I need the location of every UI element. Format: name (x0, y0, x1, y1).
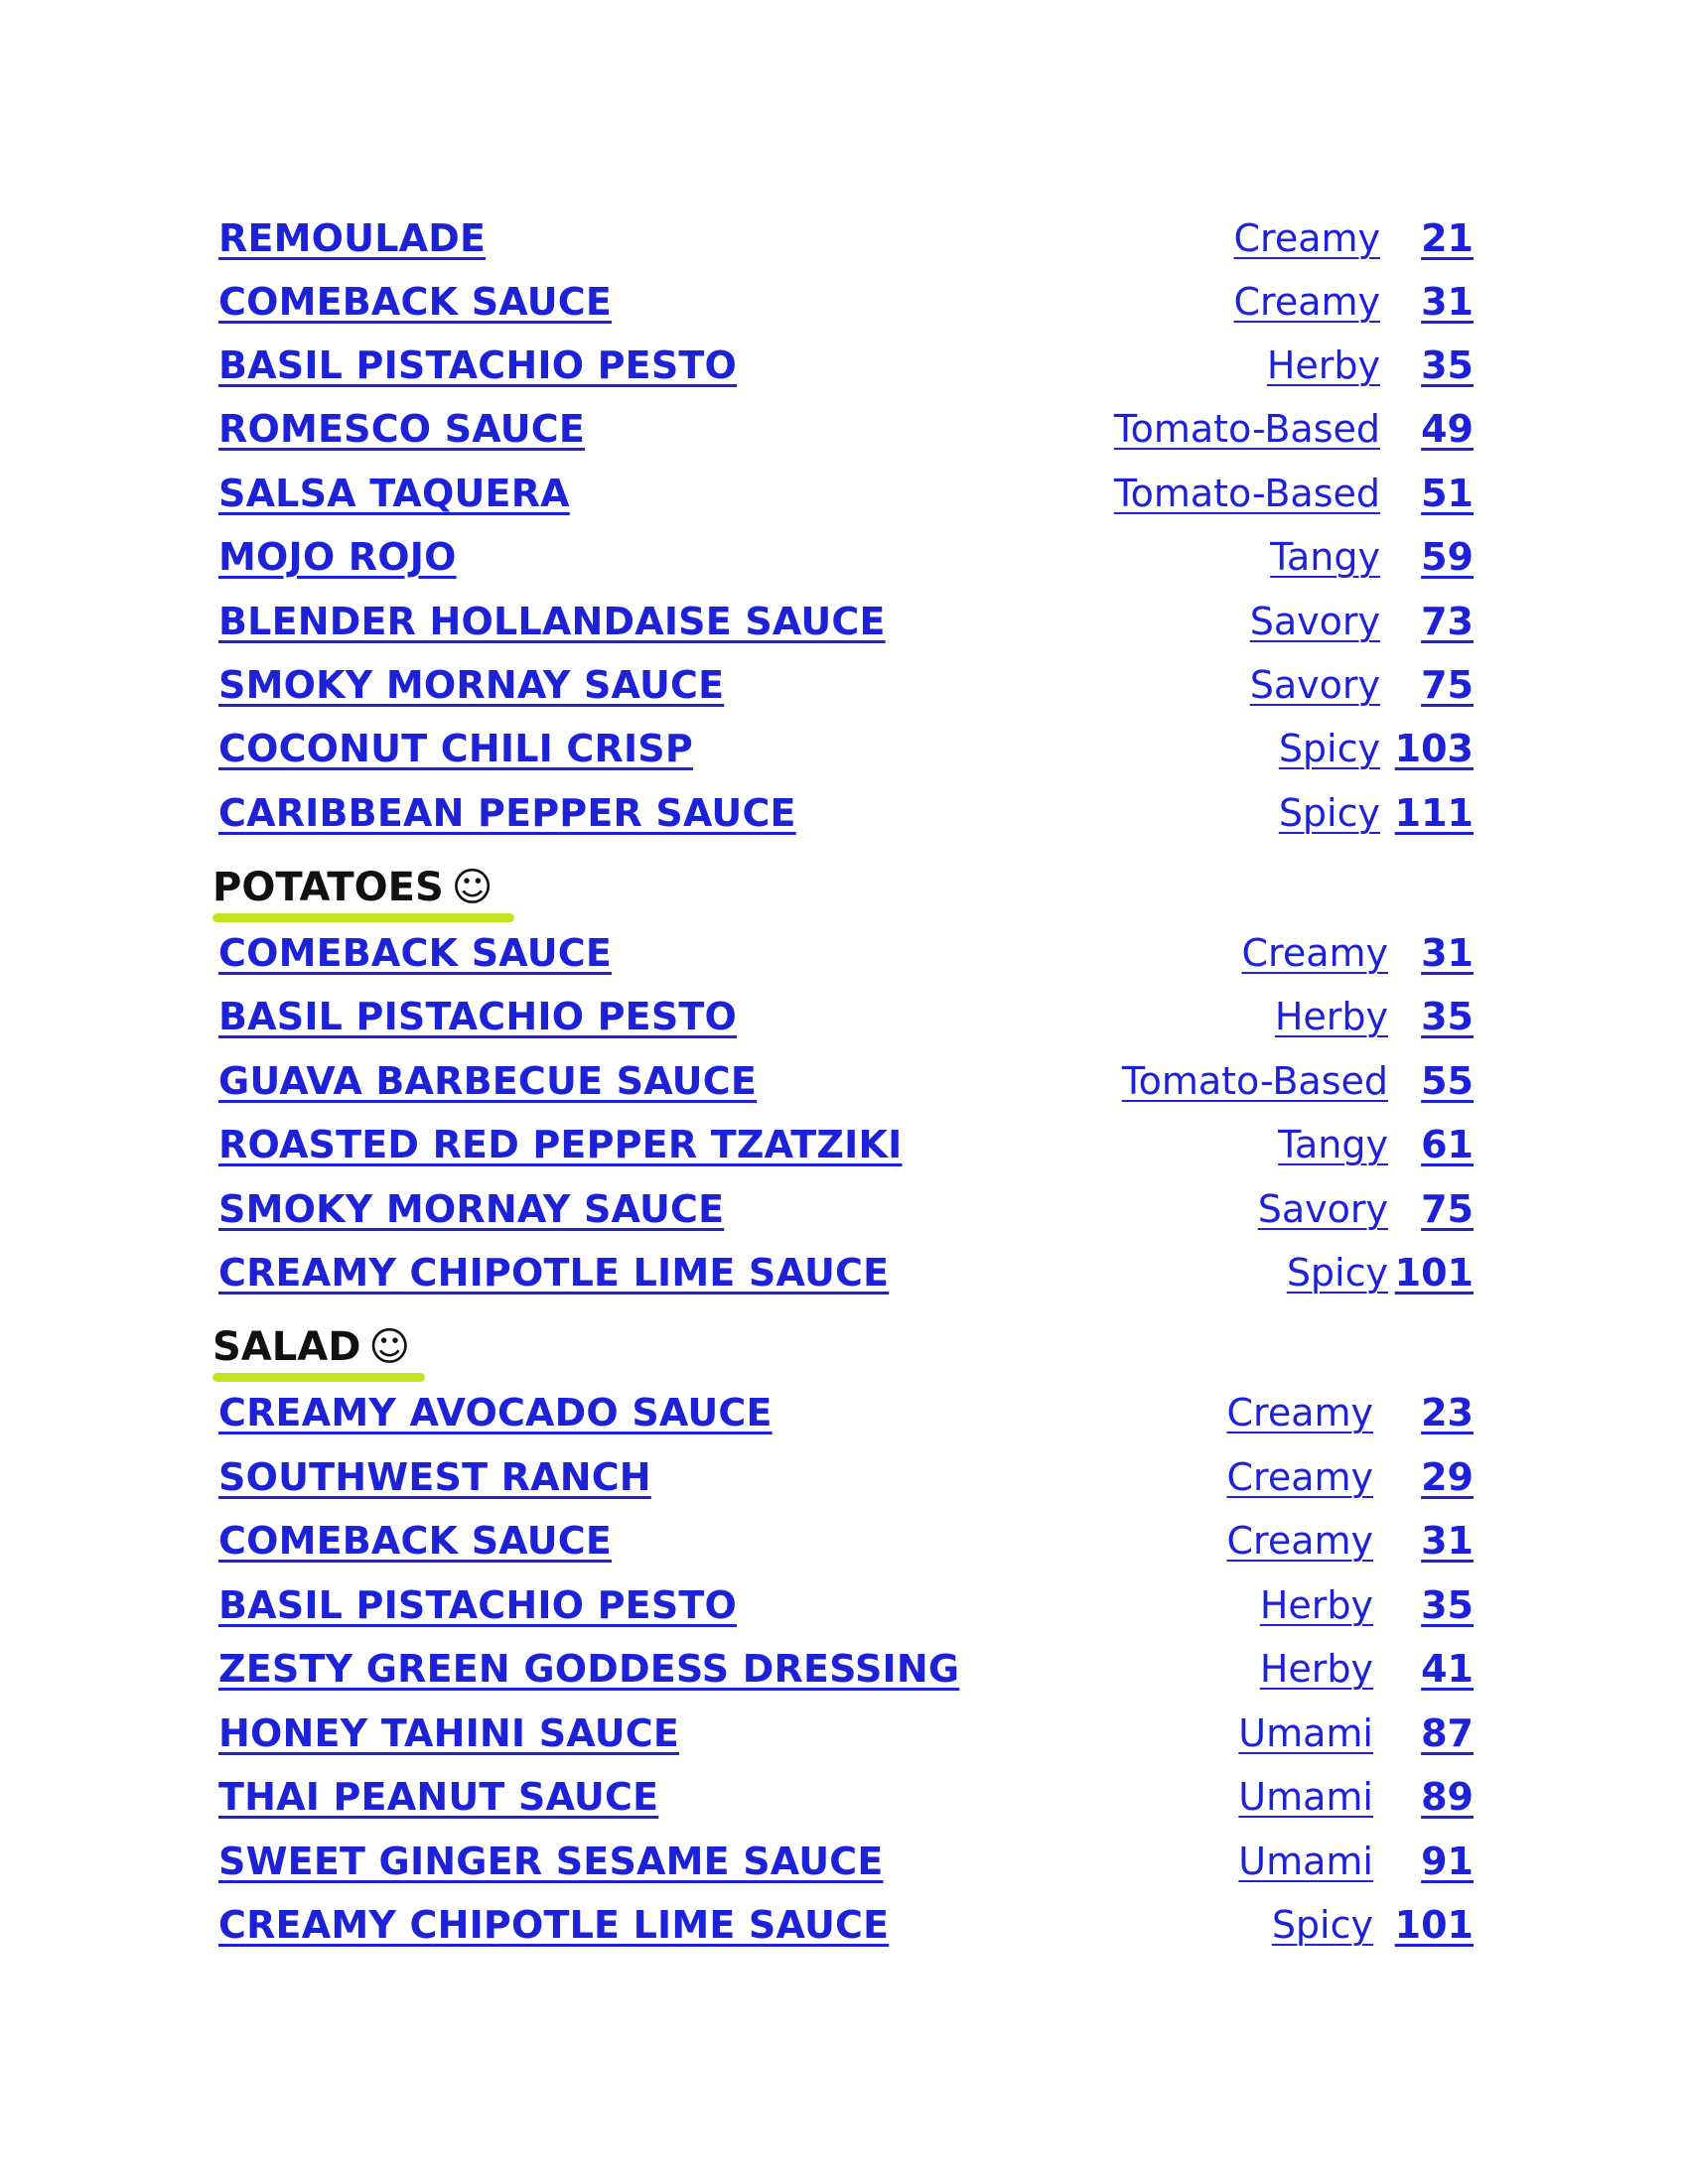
sauce-category-link[interactable]: Creamy (1226, 1519, 1373, 1563)
sauce-category-link[interactable]: Tangy (1278, 1123, 1388, 1166)
sauce-category-link[interactable]: Savory (1257, 1187, 1388, 1231)
sauce-name-link[interactable]: ROASTED RED PEPPER TZATZIKI (218, 1123, 903, 1166)
page-number-link[interactable]: 59 (1421, 535, 1474, 579)
page-number-link[interactable]: 35 (1421, 995, 1474, 1038)
smiley-icon: ☺ (451, 865, 493, 910)
sauce-category-link[interactable]: Savory (1249, 663, 1380, 707)
page-number-link[interactable]: 55 (1421, 1059, 1474, 1103)
page-number-link[interactable]: 41 (1421, 1647, 1474, 1691)
list-item[interactable] (218, 397, 1474, 461)
page-number-link[interactable]: 23 (1421, 1391, 1474, 1434)
sauce-category-link[interactable]: Creamy (1241, 931, 1388, 975)
sauce-category-link[interactable]: Umami (1238, 1840, 1373, 1883)
sauce-category-link[interactable]: Creamy (1233, 280, 1380, 324)
page-number-link[interactable]: 73 (1421, 600, 1474, 643)
page-number-link[interactable]: 51 (1421, 472, 1474, 515)
sauce-name-link[interactable]: REMOULADE (218, 216, 487, 260)
sauce-name-link[interactable]: SALSA TAQUERA (218, 472, 570, 515)
list-item[interactable] (218, 525, 1474, 589)
list-item[interactable] (218, 781, 1474, 845)
sauce-name-link[interactable]: ROMESCO SAUCE (218, 407, 586, 451)
sauce-name-link[interactable]: ZESTY GREEN GODDESS DRESSING (218, 1647, 960, 1691)
heading-text: POTATOES (212, 865, 444, 910)
sauce-category-link[interactable]: Tangy (1270, 535, 1380, 579)
sauce-category-link[interactable]: Creamy (1226, 1455, 1373, 1499)
sauce-name-link[interactable]: HONEY TAHINI SAUCE (218, 1711, 680, 1755)
list-item[interactable] (218, 1893, 1474, 1957)
sauce-category-link[interactable]: Umami (1238, 1711, 1373, 1755)
page-number-link[interactable]: 61 (1421, 1123, 1474, 1166)
page-number-link[interactable]: 31 (1421, 931, 1474, 975)
sauce-category-link[interactable]: Creamy (1226, 1391, 1373, 1434)
sauce-name-link[interactable]: COMEBACK SAUCE (218, 280, 613, 324)
page-number-link[interactable]: 75 (1421, 663, 1474, 707)
section-heading-salad (212, 1315, 410, 1379)
list-item[interactable] (218, 1637, 1474, 1701)
page-number-link[interactable]: 75 (1421, 1187, 1474, 1231)
sauce-category-link[interactable]: Savory (1249, 600, 1380, 643)
page-number-link[interactable]: 111 (1394, 791, 1474, 835)
sauce-category-link[interactable]: Spicy (1278, 727, 1380, 770)
list-item[interactable] (218, 717, 1474, 780)
sauce-name-link[interactable]: MOJO ROJO (218, 535, 457, 579)
sauce-category-link[interactable]: Spicy (1286, 1251, 1388, 1295)
sauce-name-link[interactable]: SWEET GINGER SESAME SAUCE (218, 1840, 884, 1883)
page-number-link[interactable]: 89 (1421, 1775, 1474, 1819)
smiley-icon: ☺ (368, 1324, 411, 1370)
page-number-link[interactable]: 101 (1394, 1903, 1474, 1947)
sauce-category-link[interactable]: Herby (1274, 995, 1388, 1038)
list-item[interactable] (218, 1381, 1474, 1444)
sauce-name-link[interactable]: CREAMY CHIPOTLE LIME SAUCE (218, 1903, 890, 1947)
page-number-link[interactable]: 29 (1421, 1455, 1474, 1499)
sauce-name-link[interactable]: BASIL PISTACHIO PESTO (218, 1583, 738, 1627)
sauce-name-link[interactable]: COMEBACK SAUCE (218, 931, 613, 975)
list-item[interactable] (218, 206, 1474, 270)
page-number-link[interactable]: 87 (1421, 1711, 1474, 1755)
page-number-link[interactable]: 31 (1421, 1519, 1474, 1563)
list-item[interactable] (218, 590, 1474, 653)
sauce-category-link[interactable]: Creamy (1233, 216, 1380, 260)
list-item[interactable] (218, 1509, 1474, 1572)
page-number-link[interactable]: 91 (1421, 1840, 1474, 1883)
sauce-category-link[interactable]: Tomato-Based (1113, 472, 1380, 515)
list-item[interactable] (218, 1830, 1474, 1893)
sauce-name-link[interactable]: SMOKY MORNAY SAUCE (218, 1187, 725, 1231)
list-item[interactable] (218, 1177, 1474, 1241)
list-item[interactable] (218, 1241, 1474, 1304)
sauce-name-link[interactable]: THAI PEANUT SAUCE (218, 1775, 659, 1819)
sauce-category-link[interactable]: Herby (1259, 1583, 1373, 1627)
page-number-link[interactable]: 35 (1421, 343, 1474, 387)
page-number-link[interactable]: 49 (1421, 407, 1474, 451)
sauce-name-link[interactable]: COCONUT CHILI CRISP (218, 727, 693, 770)
sauce-name-link[interactable]: CARIBBEAN PEPPER SAUCE (218, 791, 796, 835)
heading-text: SALAD (212, 1324, 361, 1370)
sauce-name-link[interactable]: BLENDER HOLLANDAISE SAUCE (218, 600, 886, 643)
section-heading-potatoes (212, 856, 492, 919)
sauce-category-link[interactable]: Spicy (1271, 1903, 1373, 1947)
sauce-category-link[interactable]: Herby (1259, 1647, 1373, 1691)
page-number-link[interactable]: 21 (1421, 216, 1474, 260)
sauce-name-link[interactable]: COMEBACK SAUCE (218, 1519, 613, 1563)
sauce-name-link[interactable]: CREAMY CHIPOTLE LIME SAUCE (218, 1251, 890, 1295)
sauce-category-link[interactable]: Tomato-Based (1121, 1059, 1388, 1103)
list-item[interactable] (218, 462, 1474, 525)
sauce-category-link[interactable]: Tomato-Based (1113, 407, 1380, 451)
list-item[interactable] (218, 270, 1474, 334)
sauce-name-link[interactable]: SOUTHWEST RANCH (218, 1455, 651, 1499)
sauce-name-link[interactable]: CREAMY AVOCADO SAUCE (218, 1391, 773, 1434)
sauce-name-link[interactable]: BASIL PISTACHIO PESTO (218, 995, 738, 1038)
list-item[interactable] (218, 1765, 1474, 1829)
sauce-category-link[interactable]: Herby (1266, 343, 1380, 387)
sauce-name-link[interactable]: SMOKY MORNAY SAUCE (218, 663, 725, 707)
list-item[interactable] (218, 921, 1474, 985)
sauce-name-link[interactable]: GUAVA BARBECUE SAUCE (218, 1059, 757, 1103)
list-item[interactable] (218, 1049, 1474, 1113)
list-item[interactable] (218, 1702, 1474, 1765)
sauce-category-link[interactable]: Umami (1238, 1775, 1373, 1819)
list-item[interactable] (218, 1113, 1474, 1176)
page-number-link[interactable]: 101 (1394, 1251, 1474, 1295)
page-number-link[interactable]: 35 (1421, 1583, 1474, 1627)
sauce-name-link[interactable]: BASIL PISTACHIO PESTO (218, 343, 738, 387)
page-number-link[interactable]: 31 (1421, 280, 1474, 324)
list-item[interactable] (218, 1445, 1474, 1509)
page-number-link[interactable]: 103 (1394, 727, 1474, 770)
list-item[interactable] (218, 1573, 1474, 1637)
sauce-category-link[interactable]: Spicy (1278, 791, 1380, 835)
list-item[interactable] (218, 653, 1474, 717)
list-item[interactable] (218, 334, 1474, 397)
list-item[interactable] (218, 985, 1474, 1048)
